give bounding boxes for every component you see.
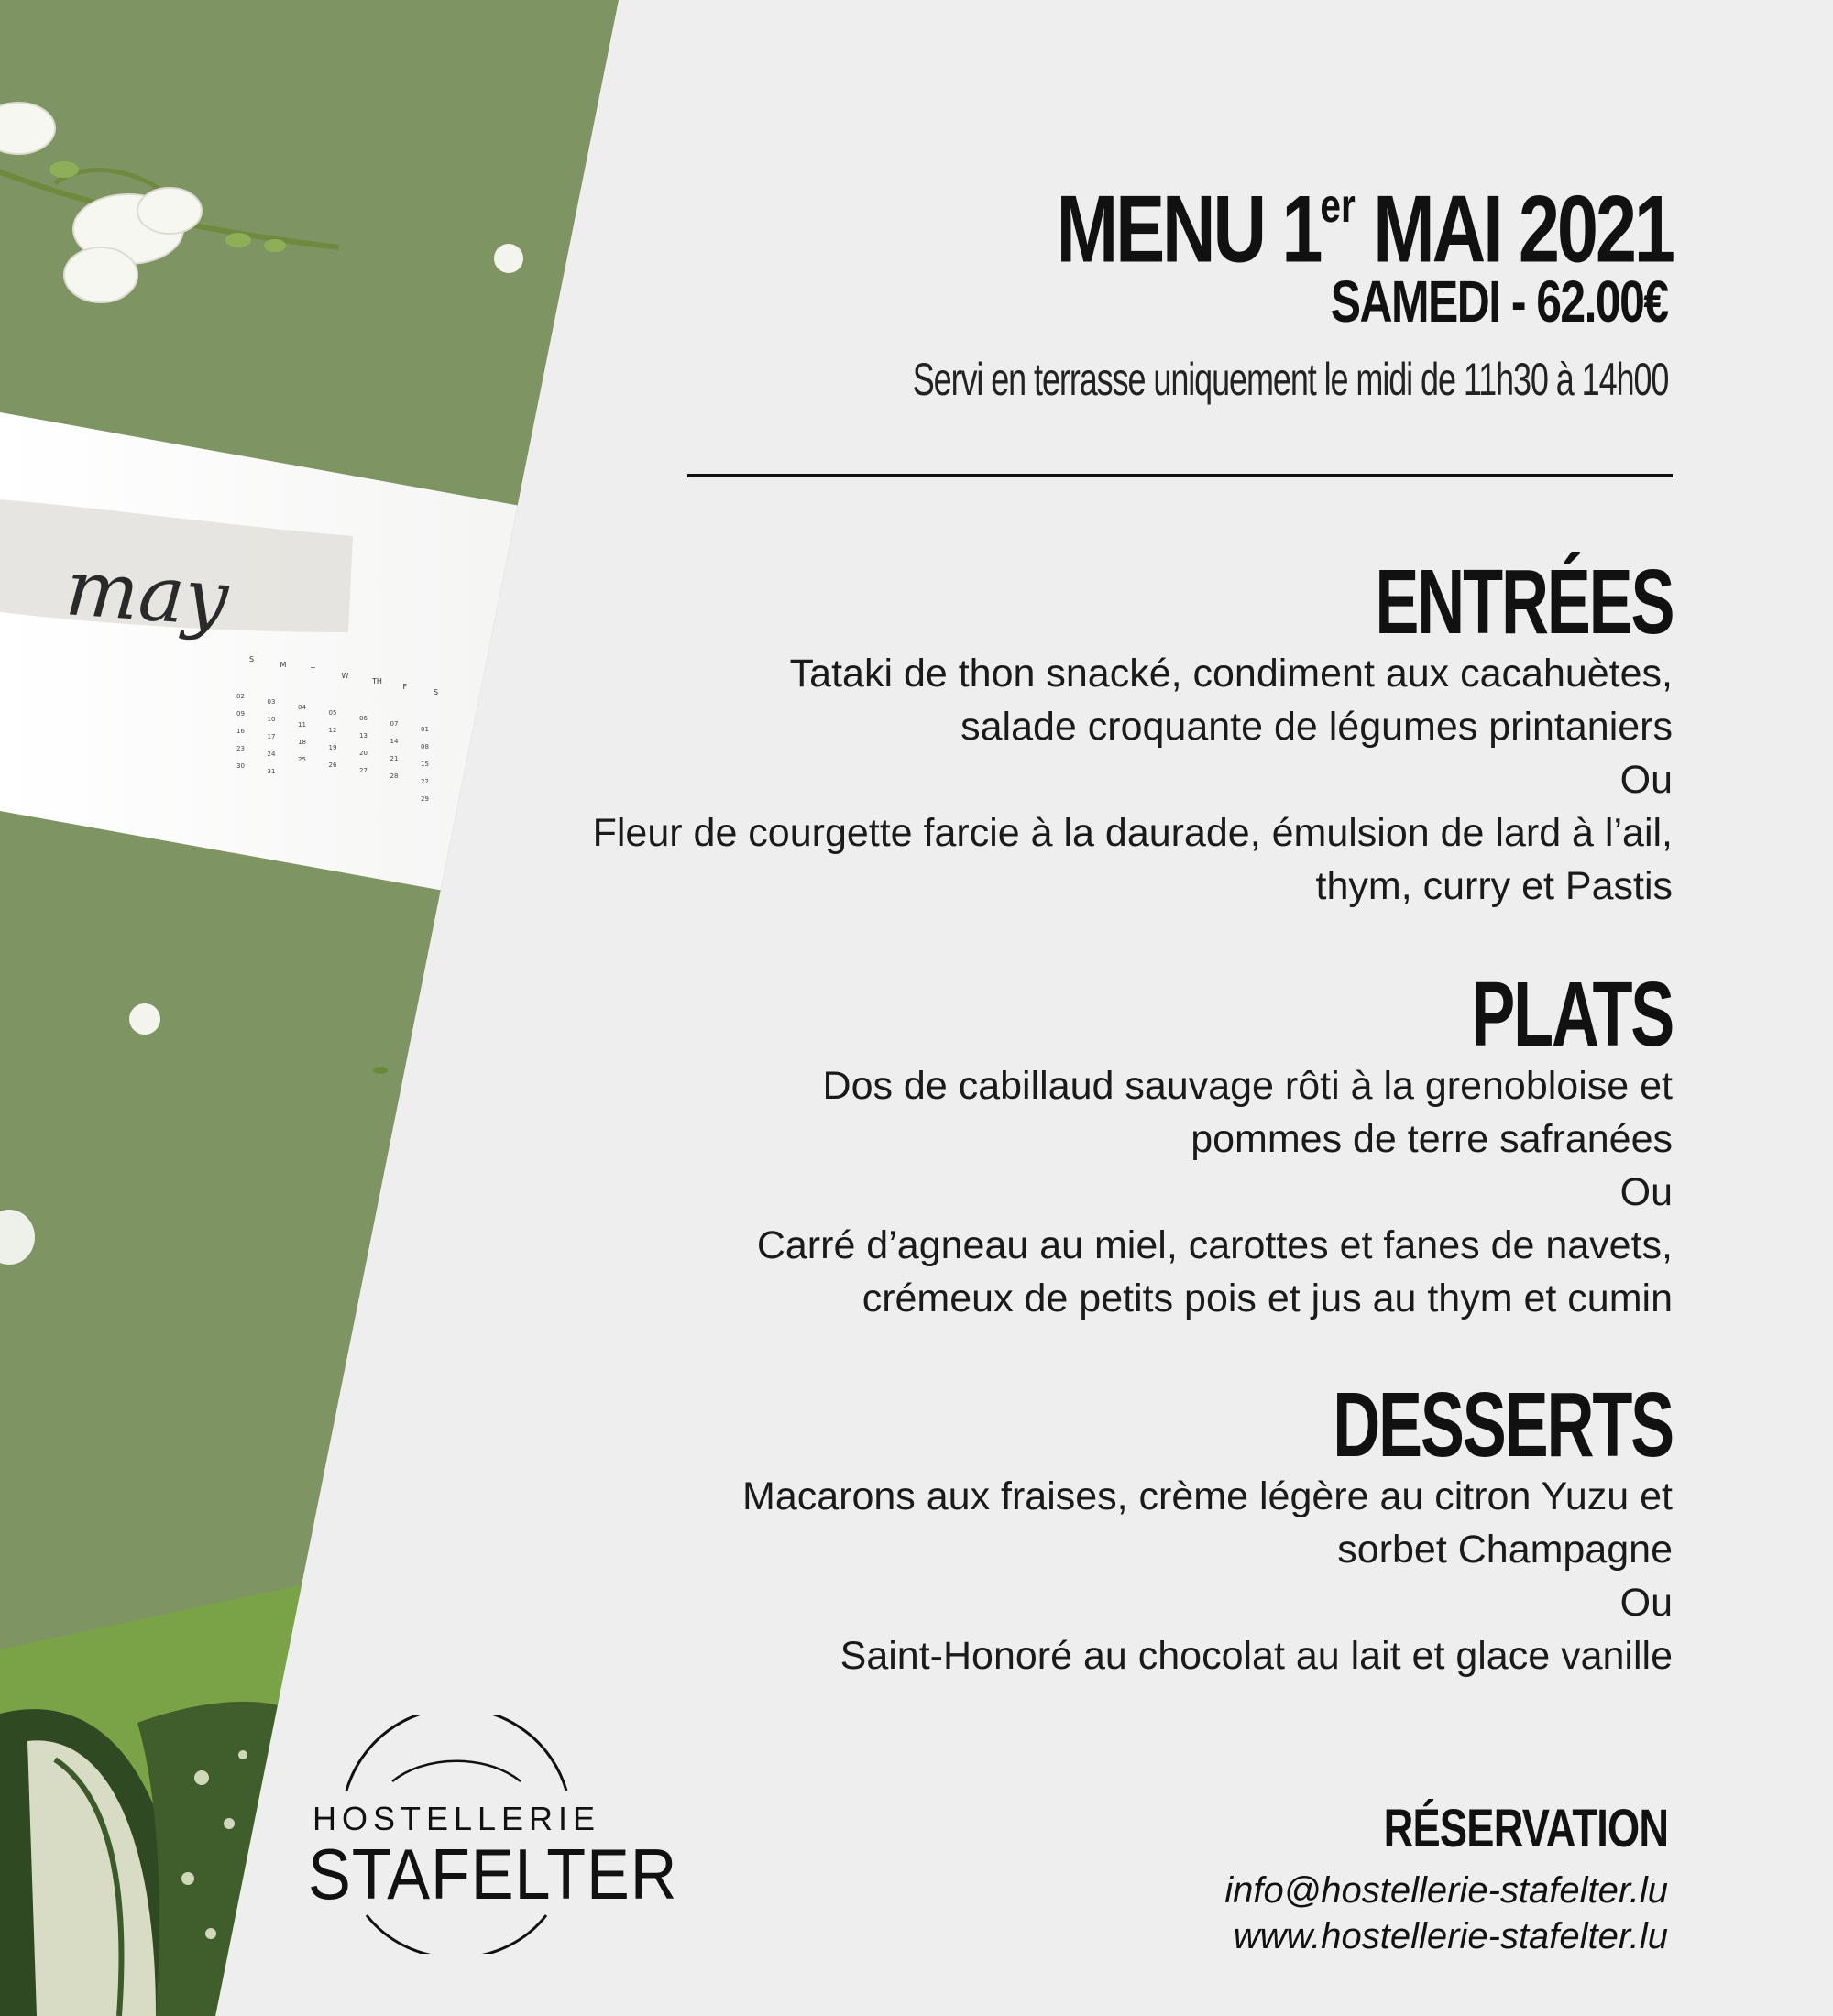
menu-line: Macarons aux fraises, crème légère au citron Yuzu et bbox=[742, 1474, 1673, 1518]
calendar-day: 18 bbox=[298, 739, 306, 747]
calendar-day: 17 bbox=[267, 733, 276, 741]
section-plats bbox=[757, 964, 1673, 1325]
menu-line: Dos de cabillaud sauvage rôti à la grenobloise et bbox=[822, 1064, 1673, 1108]
calendar-day: 15 bbox=[421, 761, 429, 769]
menu-line: Carré d’agneau au miel, carottes et fanes de navets, bbox=[756, 1223, 1673, 1267]
calendar-day: 07 bbox=[390, 720, 399, 729]
menu-line: Saint-Honoré au chocolat au lait et glace vanille bbox=[840, 1634, 1673, 1678]
section-title-entrees: ENTRÉES bbox=[1375, 551, 1673, 653]
menu-title-sup: er bbox=[1320, 180, 1356, 233]
hostellerie-logo bbox=[291, 1715, 678, 1954]
small-flower bbox=[129, 1003, 160, 1035]
calendar-day: 05 bbox=[328, 709, 337, 718]
menu-line: Fleur de courgette farcie à la daurade, émulsion de lard à l’ail, bbox=[592, 811, 1673, 855]
calendar-weekday: TH bbox=[372, 677, 382, 686]
calendar-day: 06 bbox=[359, 715, 368, 723]
calendar-day: 16 bbox=[236, 728, 245, 735]
calendar-weekday: T bbox=[311, 666, 315, 675]
section-desserts bbox=[742, 1375, 1673, 1682]
calendar-day: 10 bbox=[267, 716, 276, 724]
menu-title bbox=[1056, 163, 1673, 283]
plats-items bbox=[757, 1059, 1673, 1325]
menu-title-prefix: MENU 1 bbox=[1056, 176, 1321, 283]
calendar-day: 22 bbox=[421, 778, 429, 786]
calendar-day: 12 bbox=[328, 727, 337, 735]
section-title-plats: PLATS bbox=[1471, 963, 1673, 1066]
calendar-day: 03 bbox=[267, 698, 276, 707]
service-note: Servi en terrasse uniquement le midi de 11h30 à 14h00 bbox=[912, 354, 1668, 405]
calendar-day: 11 bbox=[298, 721, 306, 729]
calendar-weekday: F bbox=[402, 683, 408, 692]
website-link[interactable]: www.hostellerie-stafelter.lu bbox=[1233, 1916, 1668, 1956]
logo-main-text: STAFELTER bbox=[308, 1834, 678, 1914]
calendar-day: 19 bbox=[328, 744, 337, 752]
menu-line: sorbet Champagne bbox=[1337, 1528, 1673, 1572]
calendar-day: 09 bbox=[236, 710, 245, 718]
reservation-title: RÉSERVATION bbox=[1383, 1799, 1668, 1858]
menu-line: crémeux de petits pois et jus au thym et cumin bbox=[862, 1276, 1673, 1320]
calendar-day: 02 bbox=[236, 693, 245, 700]
calendar-day: 14 bbox=[390, 738, 399, 746]
calendar-day: 31 bbox=[267, 768, 276, 776]
menu-line: Tataki de thon snacké, condiment aux cacahuètes, bbox=[789, 652, 1673, 696]
divider bbox=[687, 474, 1673, 477]
entrees-items bbox=[593, 647, 1673, 913]
menu-line: Ou bbox=[1619, 758, 1673, 802]
calendar-day: 24 bbox=[267, 751, 276, 759]
menu-line: Ou bbox=[1619, 1170, 1673, 1214]
calendar-day: 04 bbox=[298, 704, 306, 712]
calendar-day: 08 bbox=[421, 743, 429, 751]
calendar-weekday: S bbox=[249, 655, 255, 663]
calendar-day: 25 bbox=[298, 756, 306, 764]
calendar-day: 13 bbox=[359, 732, 368, 740]
section-entrees bbox=[593, 552, 1673, 913]
calendar-day: 21 bbox=[390, 755, 399, 763]
calendar-day: 01 bbox=[421, 726, 429, 734]
email-link[interactable]: info@hostellerie-stafelter.lu bbox=[1224, 1870, 1668, 1911]
calendar-weekday: S bbox=[434, 688, 439, 697]
calendar-day: 30 bbox=[236, 762, 245, 770]
section-title-desserts: DESSERTS bbox=[1333, 1374, 1673, 1476]
leaves bbox=[0, 1702, 302, 2016]
calendar-day: 27 bbox=[359, 767, 368, 775]
desserts-items bbox=[742, 1470, 1673, 1682]
small-flower bbox=[494, 244, 523, 273]
menu-subtitle: SAMEDI - 62.00€ bbox=[1331, 268, 1668, 334]
menu-line: salade croquante de légumes printaniers bbox=[960, 705, 1673, 749]
calendar-weekday: W bbox=[341, 672, 349, 681]
calendar-day: 20 bbox=[359, 750, 368, 758]
calendar-day: 29 bbox=[421, 795, 429, 804]
menu-line: pommes de terre safranées bbox=[1191, 1117, 1673, 1161]
calendar-day: 23 bbox=[236, 745, 245, 752]
calendar-month: may bbox=[62, 542, 232, 644]
logo-top-text: HOSTELLERIE bbox=[312, 1800, 601, 1837]
menu-line: Ou bbox=[1619, 1581, 1673, 1625]
calendar-day: 28 bbox=[390, 772, 399, 781]
calendar-day: 26 bbox=[328, 761, 337, 770]
menu-line: thym, curry et Pastis bbox=[1315, 864, 1673, 908]
calendar-weekday: M bbox=[280, 661, 287, 670]
menu-title-suffix: MAI 2021 bbox=[1355, 176, 1673, 283]
